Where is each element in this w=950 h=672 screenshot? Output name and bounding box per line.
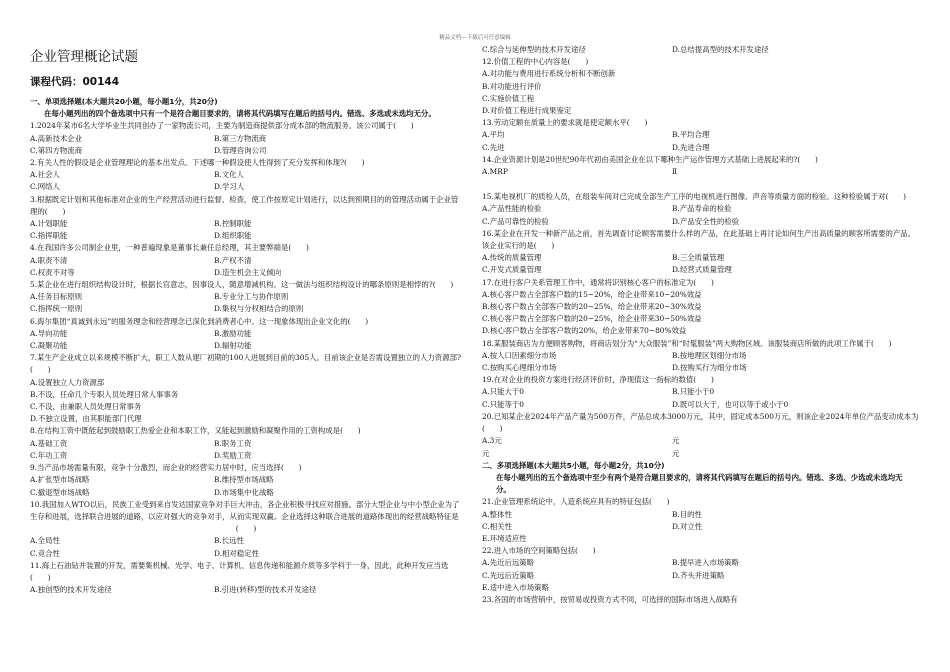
answer-option: D.造生机会主义倾向: [214, 267, 282, 277]
answer-option: B.目的性: [672, 509, 702, 519]
answer-option: B.提早进入市场策略: [672, 558, 739, 568]
answer-option: 元: [672, 448, 680, 458]
answer-option: A.对功能与费用进行系统分析和不断创新: [482, 69, 616, 79]
question-list: [482, 496, 922, 606]
question-item: [482, 117, 922, 154]
option-grid: [482, 289, 922, 338]
option-grid: [482, 68, 922, 117]
answer-option: B.产品寿命的检验: [672, 204, 732, 214]
question-stem: 14.企业资源计划是20世纪90年代初由美国企业在以下哪种生产运作管理方式基础上进展起来的?( ): [482, 154, 818, 164]
answer-option: B.对功能进行评价: [482, 81, 542, 91]
question-stem: 22.进入市场的空间策略包括( ): [482, 546, 596, 556]
question-item: [30, 499, 462, 560]
answer-option: A.产品性能的检验: [482, 204, 542, 214]
answer-option: A.核心客户数占全部客户数的15~20%，给企业带来10~20%效益: [482, 289, 702, 299]
answer-option: C.先远后近策略: [482, 570, 535, 580]
option-grid: [482, 557, 922, 594]
answer-option: B.职务工资: [214, 438, 252, 448]
answer-option: B.三全质量管理: [672, 253, 725, 263]
answer-option: B.引进(转移)型的技术开发途径: [214, 585, 317, 595]
answer-option: D.经营式质量管理: [672, 265, 732, 275]
answer-option: C.按购买心理细分市场: [482, 363, 557, 373]
question-item: [30, 352, 462, 425]
question-stem: 13.劳动定额在质量上的要求就是使定额水平( ): [482, 118, 648, 128]
right-column: [482, 44, 922, 606]
question-stem: 4.在我国许多公司制企业里，一种普遍现象是董事长兼任总经理，其主要弊端是( ): [30, 243, 309, 253]
question-item: [482, 545, 922, 594]
question-item: [482, 594, 922, 606]
option-grid: [482, 350, 922, 374]
option-grid: [30, 377, 462, 426]
answer-option: B.按地理区划细分市场: [672, 350, 747, 360]
question-stem: 2.有关人性的假设是企业管理理论的基本出发点。下述哪一种假设使人性得到了充分发挥和体现?( ): [30, 158, 365, 168]
option-grid: [482, 252, 922, 276]
answer-option: D.对价值工程进行成果鉴定: [482, 106, 572, 116]
question-stem: 18.某服装商店为方便顾客购物，将商店划分为“大众服装”和“时髦服装”两大购物区域。该服装商店所做的此项工作属于( ): [482, 338, 892, 348]
answer-option: D.辐射功能: [214, 341, 252, 351]
option-grid: [30, 169, 462, 193]
option-grid: [482, 509, 922, 546]
answer-option: C.综合与延伸型的技术开发途径: [482, 45, 586, 54]
answer-option: C.第四方物流商: [30, 145, 83, 155]
question-stem: 8.在结构工资中既能起到鼓励职工热爱企业和本职工作，又能起到激励和凝聚作用的工资构成是( ): [30, 426, 361, 436]
answer-option: A.3元: [482, 436, 502, 446]
answer-option: D.不独立设置，由其职能部门代理: [30, 414, 142, 424]
answer-option: C.核心客户数占全部客户数的20~25%，给企业带来30~50%效益: [482, 314, 702, 324]
section-heading: 二、多项选择题(本大题共5小题，每小题2分，共10分): [482, 460, 665, 470]
question-item: [30, 279, 462, 316]
answer-option: B.核心客户数占全部客户数的20~25%，给企业带来20~30%效益: [482, 302, 702, 312]
answer-option: D.产品安全性的检验: [672, 216, 740, 226]
answer-option: C.实施价值工程: [482, 93, 535, 103]
section-instruction: 在每小题列出的四个备选项中只有一个是符合题目要求的，请将其代码填写在题后的括号内。错选、多选或未选均无分。: [44, 109, 436, 119]
answer-option: D.管理咨询公司: [214, 145, 267, 155]
answer-option: A.MRP: [482, 167, 508, 177]
answer-option: D.学习人: [214, 182, 245, 192]
question-stem: 16.某企业在开发一种新产品之前，首先调查讨论顾客需要什么样的产品，在此基础上再讨论如何生产出高质量的顾客所需要的产品。该企业实行的是( ): [482, 228, 916, 251]
answer-option: D.集权与分权相结合的原则: [214, 304, 304, 314]
option-grid: [30, 438, 462, 462]
answer-option: D.核心客户数占全部客户数的20%，给企业带来70~80%效益: [482, 326, 687, 336]
answer-option: Ⅱ: [672, 167, 678, 177]
answer-option: 元: [672, 436, 680, 446]
answer-option: D.市场集中化战略: [214, 487, 274, 497]
answer-option: D.组织职能: [214, 231, 252, 241]
answer-option: A.社会人: [30, 170, 60, 180]
answer-option: E.适中进入市场策略: [482, 582, 549, 592]
option-grid: [30, 535, 462, 559]
option-grid: [30, 291, 462, 315]
answer-option: D.对立性: [672, 521, 703, 531]
question-stem: 15.某电视机厂的质检人员，在组装车间对已完成全部生产工序的电视机进行图像、声音等质量方面的检验。这种检验属于对( ): [482, 192, 907, 202]
question-item: [30, 120, 462, 157]
option-grid: [30, 133, 462, 157]
answer-option: C.产品可靠性的检验: [482, 216, 549, 226]
answer-option: B.第三方物流商: [214, 133, 267, 143]
question-item: [482, 277, 922, 338]
answer-option: A.只能大于0: [482, 387, 524, 397]
left-column: [30, 44, 462, 596]
answer-option: B.激励功能: [214, 328, 252, 338]
answer-option: C.年功工资: [30, 450, 68, 460]
question-item: [482, 154, 922, 191]
answer-option: D.既可以大于，也可以等于或小于0: [672, 399, 789, 409]
question-stem: 10.我国加入WTO以后，民族工业受到来自发达国家竞争对手巨大冲击，各企业积极寻找应对措施。部分大型企业与中小型企业为了生存和进展，选择联合进展的道路，以应对强大的竞争对手，从而实现双赢。企业选择这种联合进展的道路体现出的经营战略特征是: [30, 499, 460, 521]
answer-option: A.职责不清: [30, 255, 68, 265]
answer-option: B.平均合理: [672, 130, 710, 140]
question-stem: 5.某企业在进行组织结构设计时，根据长官意志，因事设人，随意增减机构。这一做法与组织结构设计的哪条原则是相悖的?( ): [30, 280, 454, 290]
question-item: [482, 374, 922, 411]
answer-option: D.奖励工资: [214, 450, 252, 460]
answer-option: C.开发式质量管理: [482, 265, 542, 275]
answer-option: D.相对稳定性: [214, 548, 259, 558]
question-item: [30, 157, 462, 194]
answer-option: C.撤退型市场战略: [30, 487, 90, 497]
section-heading: 一、单项选择题(本大题共20小题，每小题1分，共20分): [30, 97, 218, 106]
answer-option: C.只能等于0: [482, 399, 525, 409]
answer-option: A.整体性: [482, 509, 512, 519]
option-grid: [30, 218, 462, 242]
course-code: 课程代码：00144: [30, 76, 120, 88]
answer-option: C.指挥统一原则: [30, 304, 83, 314]
answer-option: B.文化人: [214, 170, 244, 180]
question-stem: 20.已知某企业2024年产品产量为500万件，产品总成本3000万元，其中，固定成本500万元，则该企业2024年单位产品变动成本为( ): [482, 411, 919, 434]
answer-option: A.扩张型市场战略: [30, 475, 90, 485]
question-item: [482, 56, 922, 117]
option-grid: [482, 435, 922, 459]
answer-option: C.权责不对等: [30, 267, 75, 277]
option-grid: [30, 474, 462, 498]
option-grid: [482, 386, 922, 410]
answer-option: A.传统的质量管理: [482, 253, 542, 263]
question-stem: 7.某生产企业成立以来规模不断扩大，职工人数从建厂初期的100人进展到目前的305人。目前该企业是否需设置独立的人力资源部?( ): [30, 353, 461, 375]
question-item: [30, 316, 462, 353]
answer-option: B.产权不清: [214, 255, 252, 265]
answer-option: A.先近后远策略: [482, 558, 535, 568]
answer-option: D.按购买行为细分市场: [672, 363, 747, 373]
question-item: [30, 462, 462, 499]
answer-option: D.先进合理: [672, 142, 710, 152]
question-list: [30, 120, 462, 596]
answer-option: C.相关性: [482, 521, 512, 531]
question-item: [30, 560, 462, 597]
option-grid: [482, 44, 922, 56]
option-grid: [30, 328, 462, 352]
question-item: [482, 191, 922, 228]
question-stem: 3.根据既定计划和其他标准对企业的生产经营活动进行监督、检查，使工作按原定计划进行，以达到预期目的的管理活动属于企业管理的( ): [30, 194, 459, 216]
question-stem: 9.当产品市场需量有限，竞争十分激烈，而企业的经营实力居中时，应当选择( ): [30, 463, 302, 473]
answer-option: C.指挥职能: [30, 231, 68, 241]
answer-option: 元: [482, 448, 490, 458]
answer-option: C.网络人: [30, 182, 60, 192]
option-grid: [482, 166, 922, 178]
option-grid: [30, 255, 462, 279]
answer-option: C.凝聚功能: [30, 341, 68, 351]
answer-option: B.不设，任命几个专职人员处理日常人事事务: [30, 389, 179, 399]
answer-option: C.先进: [482, 142, 505, 152]
answer-option: B.控制职能: [214, 219, 252, 229]
question-stem: 1.2024年某市6名大学毕业生共同创办了一家物流公司，主要为制造商提供部分成本部的物流服务。该公司属于( ): [30, 121, 414, 131]
section-instruction: 在每小题列出的五个备选项中至少有两个是符合题目要求的，请将其代码填写在题后的括号内。错选、多选、少选或未选均无分。: [496, 472, 903, 495]
answer-option: B.只能小于0: [672, 387, 715, 397]
page-header: 精品文档---下载后可任意编辑: [439, 35, 511, 41]
answer-option: B.长远性: [214, 536, 244, 546]
option-grid: [482, 129, 922, 153]
question-stem: 6.海尔集团“真诚到永远”的服务理念和经营理念已深化到消费者心中。这一现象体现出企业文化的( ): [30, 316, 369, 326]
answer-option: A.按人口因素细分市场: [482, 350, 557, 360]
question-stem: 12.价值工程的中心内容是( ): [482, 57, 589, 67]
question-item: [482, 411, 922, 460]
answer-option: C.竞合性: [30, 548, 60, 558]
option-grid: [30, 584, 462, 596]
question-stem: 21.企业管理系统论中，人造系统应具有的特征包括( ): [482, 497, 670, 507]
question-stem: 11.海上石油钻井装置的开发，需要集机械、光学、电子、计算机、信息传递和能源介质等多学科于一身，因此，此种开发应当选( ): [30, 560, 449, 582]
answer-option: A.基础工资: [30, 438, 68, 448]
question-item: [30, 242, 462, 279]
answer-option: B.专业分工与协作原则: [214, 292, 289, 302]
page-title: 企业管理概论试题: [30, 49, 138, 65]
answer-option: B.维持型市场战略: [214, 475, 274, 485]
answer-option: C.不设，由兼职人员处理日常事务: [30, 402, 142, 412]
answer-option: D.总结提高型的技术开发途径: [672, 45, 769, 54]
question-item: [482, 496, 922, 545]
answer-option: A.导向功能: [30, 328, 68, 338]
question-item: [482, 44, 922, 56]
question-stem: 19.在对企业的投资方案进行经济评价时，净现值这一指标的数值( ): [482, 375, 714, 385]
question-list: [482, 44, 922, 460]
answer-option: A.设置独立人力资源部: [30, 377, 105, 387]
question-stem: 17.在进行客户关系管理工作中，通常将识别核心客户的标准定为( ): [482, 277, 714, 287]
answer-option: A.计划职能: [30, 219, 68, 229]
answer-option: A.高新技术企业: [30, 133, 83, 143]
option-grid: [482, 203, 922, 227]
question-item: [482, 228, 922, 277]
answer-parentheses: ( ): [235, 524, 257, 534]
question-item: [30, 425, 462, 462]
answer-option: E.环境适应性: [482, 533, 527, 543]
answer-option: A.独创型的技术开发途径: [30, 585, 112, 595]
question-stem: 23.各国的市场营销中，按贸易或投资方式不同，可选择的国际市场进入战略有: [482, 594, 738, 604]
answer-option: D.齐头并进策略: [672, 570, 725, 580]
question-item: [482, 338, 922, 375]
answer-option: A.全局性: [30, 536, 60, 546]
question-item: [30, 194, 462, 243]
answer-option: A.平均: [482, 130, 505, 140]
answer-option: A.任务目标原则: [30, 292, 83, 302]
